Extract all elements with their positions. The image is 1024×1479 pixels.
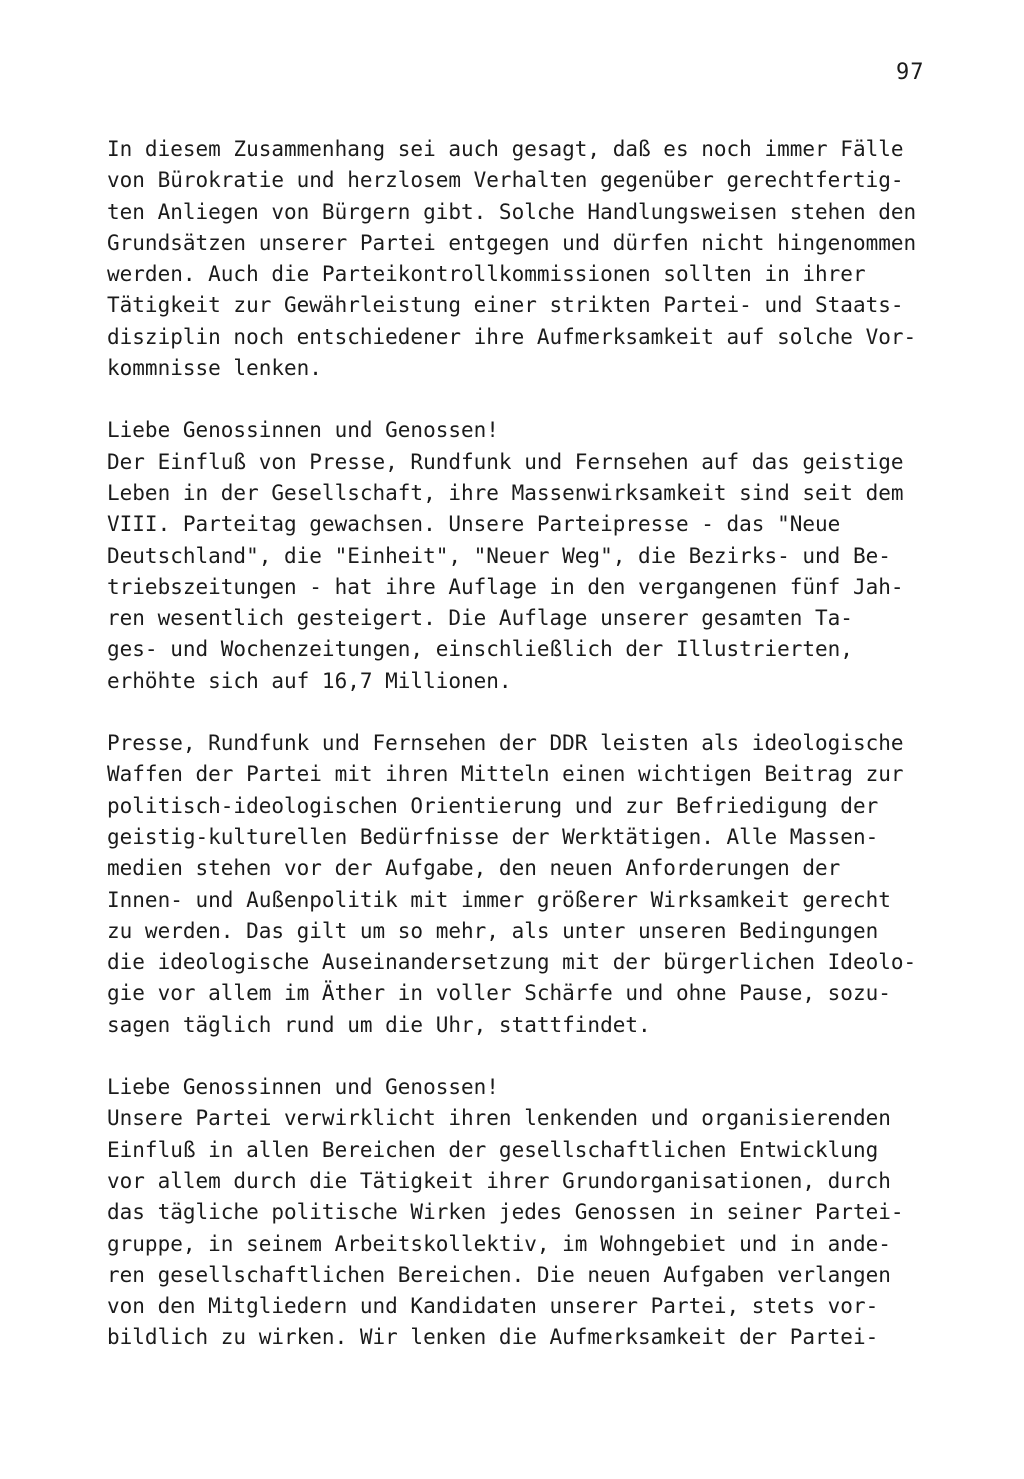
text-line: erhöhte sich auf 16,7 Millionen. — [107, 668, 512, 693]
text-line: Einfluß in allen Bereichen der gesellschaftlichen Entwicklung — [107, 1137, 879, 1162]
text-line: von Bürokratie und herzlosem Verhalten gegenüber gerechtfertig- — [107, 168, 904, 193]
text-line: Presse, Rundfunk und Fernsehen der DDR leisten als ideologische — [107, 731, 904, 756]
text-line: politisch-ideologischen Orientierung und zur Befriedigung der — [107, 793, 879, 818]
text-line: disziplin noch entschiedener ihre Aufmerksamkeit auf solche Vor- — [107, 324, 917, 349]
paragraph — [107, 728, 917, 1041]
text-line: Deutschland", die "Einheit", "Neuer Weg", die Bezirks- und Be- — [107, 543, 891, 568]
text-line: Der Einfluß von Presse, Rundfunk und Fernsehen auf das geistige — [107, 449, 904, 474]
text-line: vor allem durch die Tätigkeit ihrer Grundorganisationen, durch — [107, 1168, 891, 1193]
text-line: ges- und Wochenzeitungen, einschließlich der Illustrierten, — [107, 637, 853, 662]
text-line: gruppe, in seinem Arbeitskollektiv, im Wohngebiet und in ande- — [107, 1231, 891, 1256]
text-line: triebszeitungen - hat ihre Auflage in den vergangenen fünf Jah- — [107, 574, 904, 599]
text-line: Waffen der Partei mit ihren Mitteln einen wichtigen Beitrag zur — [107, 762, 904, 787]
page-number: 97 — [896, 60, 925, 85]
text-line: sagen täglich rund um die Uhr, stattfindet. — [107, 1012, 651, 1037]
text-line: VIII. Parteitag gewachsen. Unsere Parteipresse - das "Neue — [107, 512, 841, 537]
text-line: ten Anliegen von Bürgern gibt. Solche Handlungsweisen stehen den — [107, 199, 917, 224]
paragraph — [107, 1072, 907, 1354]
text-line: werden. Auch die Parteikontrollkommissionen sollten in ihrer — [107, 262, 866, 287]
text-line: Innen- und Außenpolitik mit immer größerer Wirksamkeit gerecht — [107, 887, 891, 912]
document-body — [107, 134, 917, 1354]
text-line: ren gesellschaftlichen Bereichen. Die neuen Aufgaben verlangen — [107, 1262, 891, 1287]
text-line: Grundsätzen unserer Partei entgegen und dürfen nicht hingenommen — [107, 230, 917, 255]
text-line: zu werden. Das gilt um so mehr, als unter unseren Bedingungen — [107, 918, 879, 943]
text-line: Liebe Genossinnen und Genossen! — [107, 1075, 499, 1100]
text-line: In diesem Zusammenhang sei auch gesagt, daß es noch immer Fälle — [107, 137, 904, 161]
paragraph — [107, 134, 917, 384]
text-line: gie vor allem im Äther in voller Schärfe und ohne Pause, sozu- — [107, 981, 891, 1006]
text-line: ren wesentlich gesteigert. Die Auflage unserer gesamten Ta- — [107, 606, 853, 631]
text-line: Liebe Genossinnen und Genossen! — [107, 418, 499, 443]
text-line: medien stehen vor der Aufgabe, den neuen Anforderungen der — [107, 856, 841, 881]
text-line: Leben in der Gesellschaft, ihre Massenwirksamkeit sind seit dem — [107, 480, 904, 505]
text-line: Unsere Partei verwirklicht ihren lenkenden und organisierenden — [107, 1106, 891, 1131]
text-line: geistig-kulturellen Bedürfnisse der Werktätigen. Alle Massen- — [107, 824, 879, 849]
paragraph — [107, 415, 907, 697]
text-line: kommnisse lenken. — [107, 356, 322, 381]
text-line: das tägliche politische Wirken jedes Genossen in seiner Partei- — [107, 1200, 904, 1225]
text-line: von den Mitgliedern und Kandidaten unserer Partei, stets vor- — [107, 1294, 879, 1319]
text-line: Tätigkeit zur Gewährleistung einer strikten Partei- und Staats- — [107, 293, 904, 318]
text-line: bildlich zu wirken. Wir lenken die Aufmerksamkeit der Partei- — [107, 1325, 879, 1350]
text-line: die ideologische Auseinandersetzung mit der bürgerlichen Ideolo- — [107, 950, 917, 975]
